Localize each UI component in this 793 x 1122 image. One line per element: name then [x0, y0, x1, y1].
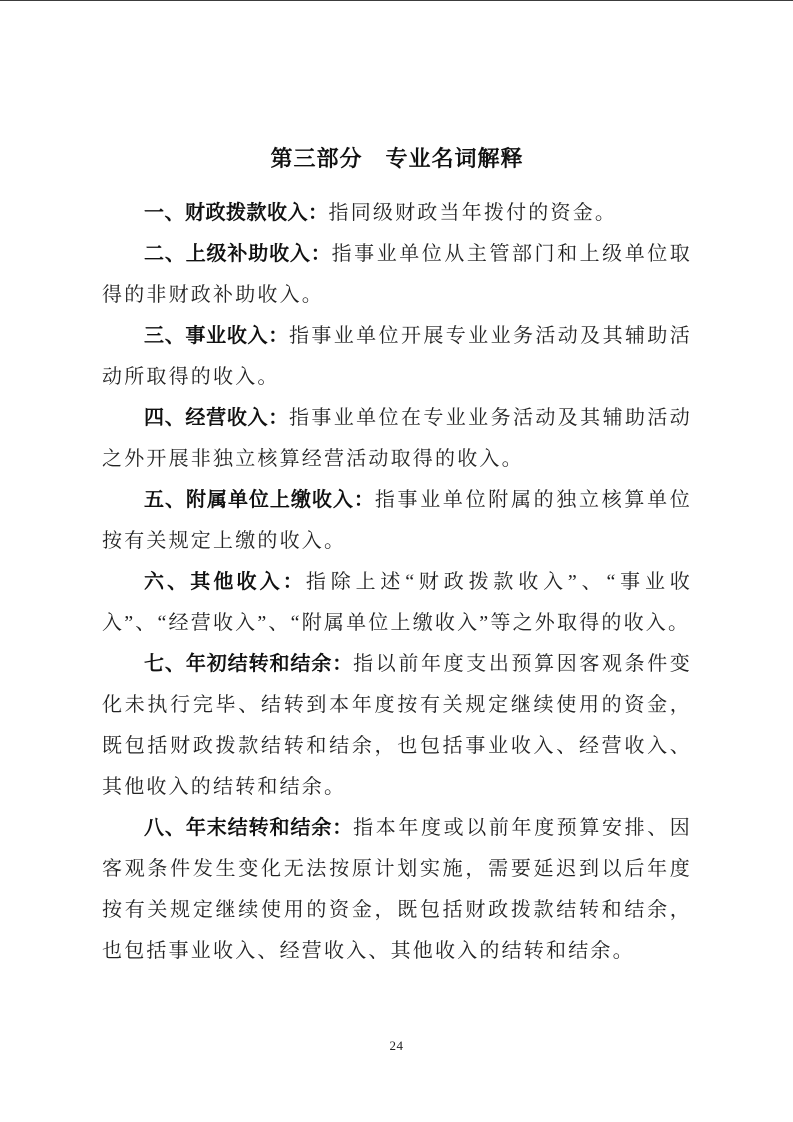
definition-paragraph-3	[102, 316, 692, 398]
term-definition: 指事业单位开展专业业务活动及其辅助活动所取得的收入。	[102, 325, 693, 388]
term-label: 八、年末结转和结余：	[144, 817, 354, 839]
term-definition: 指同级财政当年拨付的资金。	[328, 202, 618, 224]
term-label: 五、附属单位上缴收入：	[144, 489, 375, 511]
section-title: 第三部分 专业名词解释	[270, 146, 524, 171]
definition-paragraph-7	[102, 644, 692, 808]
term-definition: 指事业单位从主管部门和上级单位取得的非财政补助收入。	[102, 243, 693, 306]
scan-edge-line	[0, 0, 793, 1]
definition-paragraph-4	[102, 398, 692, 480]
term-label: 二、上级补助收入：	[144, 243, 332, 265]
definition-paragraph-2	[102, 234, 692, 316]
definition-paragraph-6	[102, 562, 692, 644]
document-content	[102, 144, 692, 972]
page-number: 24	[389, 1038, 404, 1053]
term-label: 一、财政拨款收入：	[144, 202, 329, 224]
term-label: 三、事业收入：	[144, 325, 289, 347]
term-label: 四、经营收入：	[144, 407, 289, 429]
definition-paragraph-1	[102, 193, 692, 234]
term-label: 六、其他收入：	[144, 571, 306, 593]
term-definition: 指除上述“财政拨款收入”、“事业收入”、“经营收入”、“附属单位上缴收入”等之外取得的收入。	[102, 571, 693, 634]
term-label: 七、年初结转和结余：	[144, 653, 354, 675]
term-definition: 指本年度或以前年度预算安排、因客观条件发生变化无法按原计划实施，需要延迟到以后年度按有关规定继续使用的资金，既包括财政拨款结转和结余，也包括事业收入、经营收入、其他收入的结转和结余。	[102, 817, 693, 962]
term-definition: 指以前年度支出预算因客观条件变化未执行完毕、结转到本年度按有关规定继续使用的资金，既包括财政拨款结转和结余，也包括事业收入、经营收入、其他收入的结转和结余。	[102, 653, 693, 798]
definition-paragraph-8	[102, 808, 692, 972]
term-definition: 指事业单位附属的独立核算单位按有关规定上缴的收入。	[102, 489, 692, 552]
definition-paragraph-5	[102, 480, 692, 562]
term-definition: 指事业单位在专业业务活动及其辅助活动之外开展非独立核算经营活动取得的收入。	[102, 407, 693, 470]
